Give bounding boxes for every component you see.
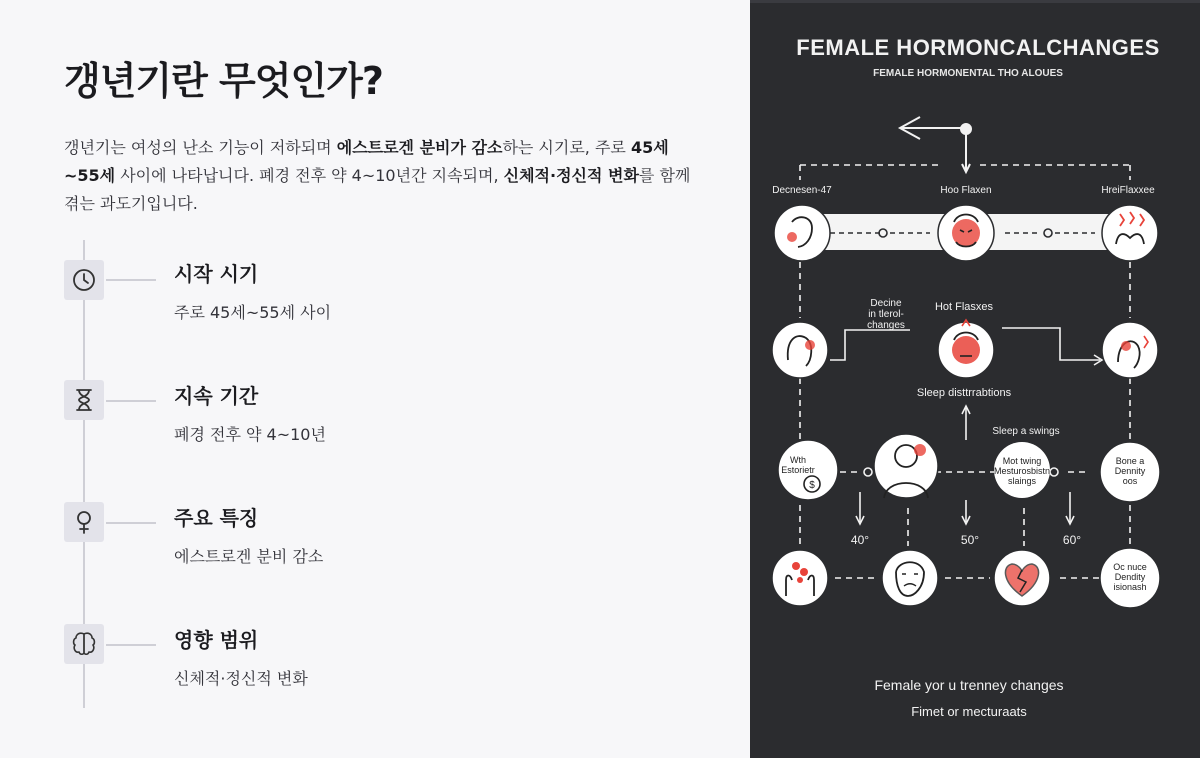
timeline-item-scope [0, 624, 700, 704]
timeline-item-title: 시작 시기 [174, 262, 259, 286]
infographic-footer-1: Female yor u trenney changes [874, 677, 1064, 693]
woman-profile-icon [774, 205, 830, 261]
label-center-top: Hoo Flaxen [940, 185, 992, 196]
mood-swings-label-1: Mot twing [1002, 456, 1042, 466]
bone-density-label-1: Bone a [1115, 456, 1145, 466]
hot-flashes-label: Hot Flasxes [934, 301, 994, 313]
timeline-item-title: 영향 범위 [174, 628, 259, 652]
timeline-item-title: 주요 특징 [174, 506, 259, 530]
timeline-item-desc: 신체적·정신적 변화 [174, 669, 308, 688]
bone-density-2-label-2: Dendity [1114, 572, 1146, 582]
timeline-connector [106, 279, 156, 281]
sad-face-icon [882, 550, 938, 606]
age-50-label: 50° [960, 533, 980, 547]
intro-text-3: 사이에 나타납니다. 폐경 전후 약 4~10년간 지속되며, [115, 166, 504, 185]
infographic-panel [750, 0, 1200, 758]
timeline-item-desc: 주로 45세~55세 사이 [174, 303, 332, 322]
timeline-connector [106, 644, 156, 646]
hot-flash-face-icon [938, 205, 994, 261]
bone-density-2-label-1: Oc nuce [1113, 562, 1147, 572]
timeline-item-start [0, 258, 700, 338]
sweating-torso-icon [1102, 205, 1158, 261]
sleep-swings-label: Sleep a swings [992, 426, 1060, 437]
age-60-label: 60° [1062, 533, 1082, 547]
hands-drops-icon [772, 550, 828, 606]
intro-bold-age: 45세~55세 [64, 138, 669, 185]
mood-swings-label-3: slaings [1007, 476, 1037, 486]
timeline-item-features [0, 502, 700, 582]
decline-label-2: in tlerol- [868, 309, 904, 320]
mood-swings-label-2: Mesturosbistn [993, 466, 1051, 476]
infographic-title: FEMALE HORMONCALCHANGES [796, 35, 1160, 60]
svg-text:Decinein tlerol-changes [867, 298, 905, 331]
age-40-label: 40° [850, 533, 870, 547]
sleep-disturbances-label: Sleep disttrrabtions [916, 387, 1012, 399]
woman-head-icon [772, 322, 828, 378]
bone-density-label-2: Dennity [1114, 466, 1146, 476]
intro-bold-estrogen: 에스트로겐 분비가 감소 [336, 138, 503, 157]
estrogen-label-2: Estorietr [781, 465, 815, 475]
infographic-footer-2: Fimet or mecturaats [911, 704, 1027, 719]
svg-text:Oc nuceDendityisionash [1113, 562, 1147, 592]
female-symbol-icon [64, 502, 104, 542]
clock-icon [64, 260, 104, 300]
infographic-subtitle: FEMALE HORMONENTAL THO ALOUES [873, 68, 1063, 79]
intro-text-1: 갱년기는 여성의 난소 기능이 저하되며 [64, 138, 337, 157]
timeline-item-desc: 폐경 전후 약 4~10년 [174, 425, 326, 444]
page-title: 갱년기란 무엇인가? [64, 59, 383, 103]
label-left-top: Decnesen-47 [772, 185, 832, 196]
bone-density-2-label-3: isionash [1113, 582, 1147, 592]
coin-symbol-icon: $ [809, 480, 815, 491]
broken-heart-icon [994, 550, 1050, 606]
timeline-item-duration [0, 380, 700, 460]
brain-icon [64, 624, 104, 664]
hourglass-icon [64, 380, 104, 420]
intro-paragraph [64, 134, 694, 218]
intro-text-4: 를 함께 겪는 과도기입니다. [64, 166, 691, 213]
intro-bold-changes: 신체적·정신적 변화 [503, 166, 639, 185]
timeline-item-title: 지속 기간 [174, 384, 259, 408]
stressed-woman-icon [1102, 322, 1158, 378]
label-right-top: HreiFlaxxee [1101, 185, 1155, 196]
timeline-connector [106, 400, 156, 402]
timeline-connector [106, 522, 156, 524]
decline-label-1: Decine [870, 298, 902, 309]
timeline-item-desc: 에스트로겐 분비 감소 [174, 547, 324, 566]
estrogen-label-1: Wth [789, 455, 807, 465]
bone-density-label-3: oos [1122, 476, 1138, 486]
man-face-icon [874, 434, 938, 498]
intro-text-2: 하는 시기로, 주로 [502, 138, 631, 157]
decline-label-3: changes [867, 320, 905, 331]
